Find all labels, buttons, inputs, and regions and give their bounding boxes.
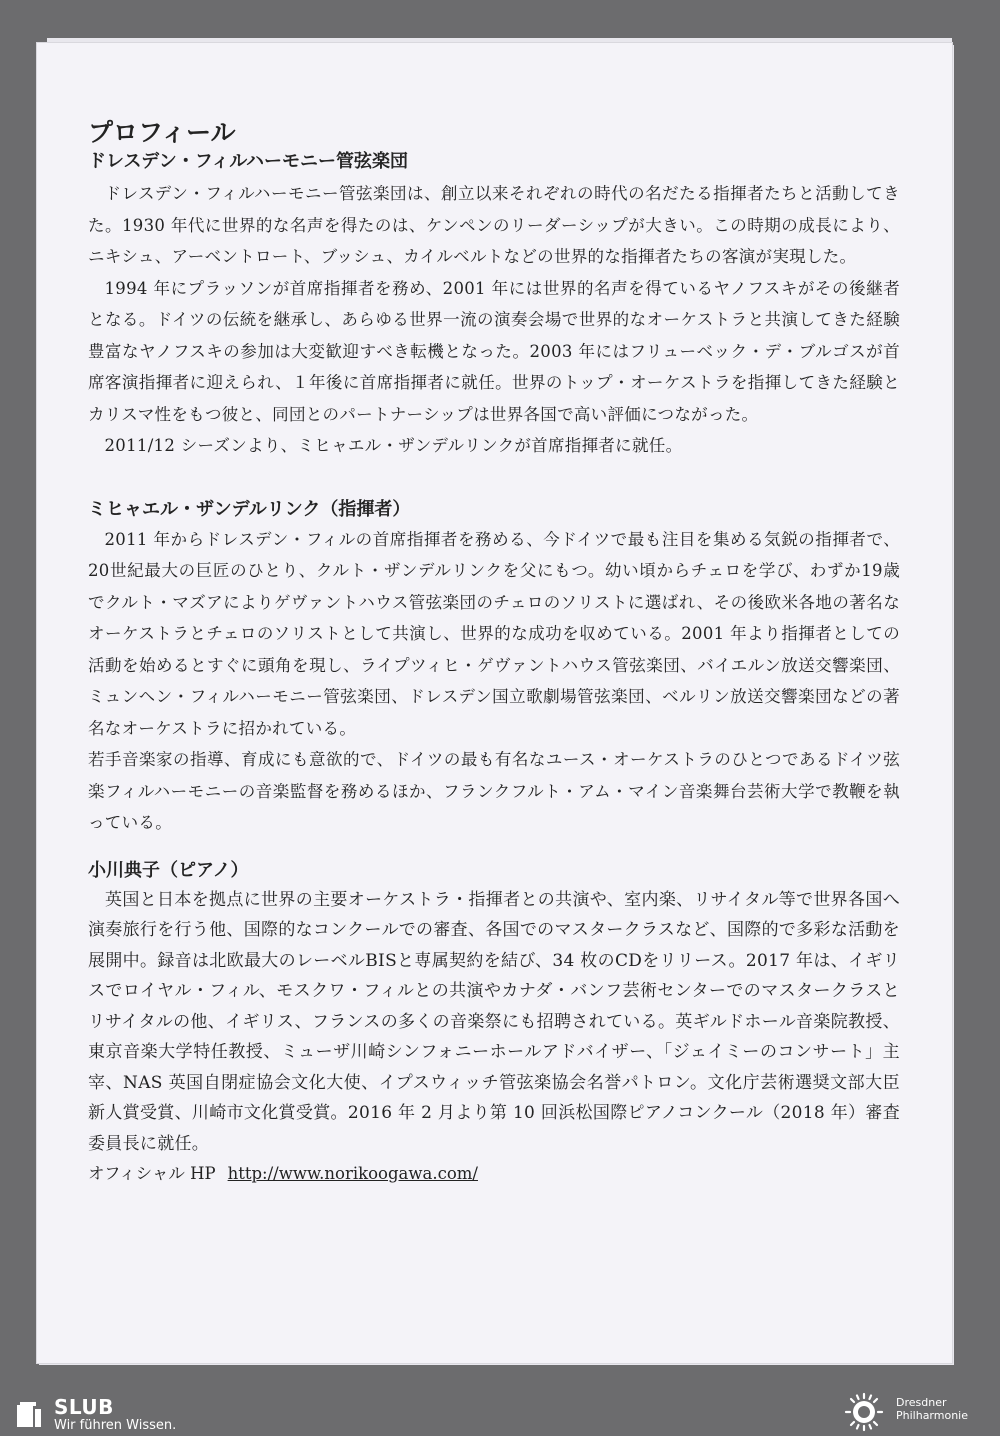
orchestra-paragraph-2: 1994 年にプラッソンが首席指揮者を務め、2001 年には世界的名声を得ているヤノフスキがその後継者となる。ドイツの伝統を継承し、あらゆる世界一流の演奏会場で世界的なオーケストラと共演してきた経験豊富なヤノフスキの参加は大変歓迎すべき転機となった。2003 年にはフリューベック・デ・ブルゴスが首席客演指揮者に迎えられ、１年後に首席指揮者に就任。世界のトップ・オーケストラを指揮してきた経験とカリスマ性をもつ彼と、同団とのパートナーシップは世界各国で高い評価につながった。 <box>88 278 900 424</box>
pianist-section <box>88 857 900 1190</box>
partner-line-1: Dresdner <box>896 1396 947 1409</box>
conductor-paragraph-1: 2011 年からドレスデン・フィルの首席指揮者を務める、今ドイツで最も注目を集める気鋭の指揮者で、20世紀最大の巨匠のひとり、クルト・ザンデルリンクを父にもつ。幼い頃からチェロを学び、わずか19歳でクルト・マズアによりゲヴァントハウス管弦楽団のチェロのソリストに選ばれ、その後欧米各地の著名なオーケストラとチェロのソリストとして共演し、世界的な成功を収めている。2001 年より指揮者としての活動を始めるとすぐに頭角を現し、ライプツィヒ・ゲヴァントハウス管弦楽団、バイエルン放送交響楽団、ミュンヘン・フィルハーモニー管弦楽団、ドレスデン国立歌劇場管弦楽団、ベルリン放送交響楽団などの著名なオーケストラに招かれている。 <box>88 529 900 738</box>
profile-title: プロフィール <box>88 118 236 147</box>
conductor-paragraph-2: 若手音楽家の指導、育成にも意欲的で、ドイツの最も有名なユース・オーケストラのひとつであるドイツ弦楽フィルハーモニーの音楽監督を務めるほか、フランクフルト・アム・マイン音楽舞台芸術大学で教鞭を執っている。 <box>88 750 900 832</box>
orchestra-paragraph-1: ドレスデン・フィルハーモニー管弦楽団は、創立以来それぞれの時代の名だたる指揮者たちと活動してきた。1930 年代に世界的な名声を得たのは、ケンペンのリーダーシップが大きい。この時期の成長により、ニキシュ、アーベントロート、ブッシュ、カイルベルトなどの世界的な指揮者たちの客演が実現した。 <box>88 184 900 266</box>
pianist-heading: 小川典子（ピアノ） <box>88 859 249 881</box>
orchestra-heading: ドレスデン・フィルハーモニー管弦楽団 <box>88 151 409 172</box>
slub-tagline: Wir führen Wissen. <box>54 1418 177 1433</box>
footer-bar <box>0 1386 1000 1436</box>
pianist-paragraph-1: 英国と日本を拠点に世界の主要オーケストラ・指揮者との共演や、室内楽、リサイタル等で世界各国へ演奏旅行を行う他、国際的なコンクールでの審査、各国でのマスタークラスなど、国際的で多彩な活動を展開中。録音は北欧最大のレーベルBISと専属契約を結び、34 枚のCDをリリース。2017 年は、イギリスでロイヤル・フィル、モスクワ・フィルとの共演やカナダ・バンフ芸術センターでのマスタークラスとリサイタルの他、イギリス、フランスの多くの音楽祭にも招聘されている。英ギルドホール音楽院教授、東京音楽大学特任教授、ミューザ川崎シンフォニーホールアドバイザー、「ジェイミーのコンサート」主宰、NAS 英国自閉症協会文化大使、イプスウィッチ管弦楽協会名誉パトロン。文化庁芸術選奨文部大臣新人賞受賞、川崎市文化賞受賞。2016 年 2 月より第 10 回浜松国際ピアノコンクール（2018 年）審査委員長に就任。 <box>88 889 900 1154</box>
homepage-label: オフィシャル HP <box>88 1164 216 1183</box>
orchestra-paragraph-3: 2011/12 シーズンより、ミヒャエル・ザンデルリンクが首席指揮者に就任。 <box>104 436 683 455</box>
dresdner-philharmonie-wordmark <box>896 1396 968 1422</box>
official-homepage <box>88 1159 900 1189</box>
orchestra-section <box>88 148 900 462</box>
dresdner-philharmonie-logo-icon <box>838 1392 890 1432</box>
profile-content <box>88 118 900 1189</box>
slub-logo-icon <box>14 1401 44 1431</box>
homepage-link[interactable]: http://www.norikoogawa.com/ <box>227 1164 478 1183</box>
slub-title: SLUB <box>54 1395 114 1419</box>
conductor-section <box>88 496 900 839</box>
partner-line-2: Philharmonie <box>896 1409 968 1422</box>
conductor-heading: ミヒャエル・ザンデルリンク（指揮者） <box>88 498 411 520</box>
